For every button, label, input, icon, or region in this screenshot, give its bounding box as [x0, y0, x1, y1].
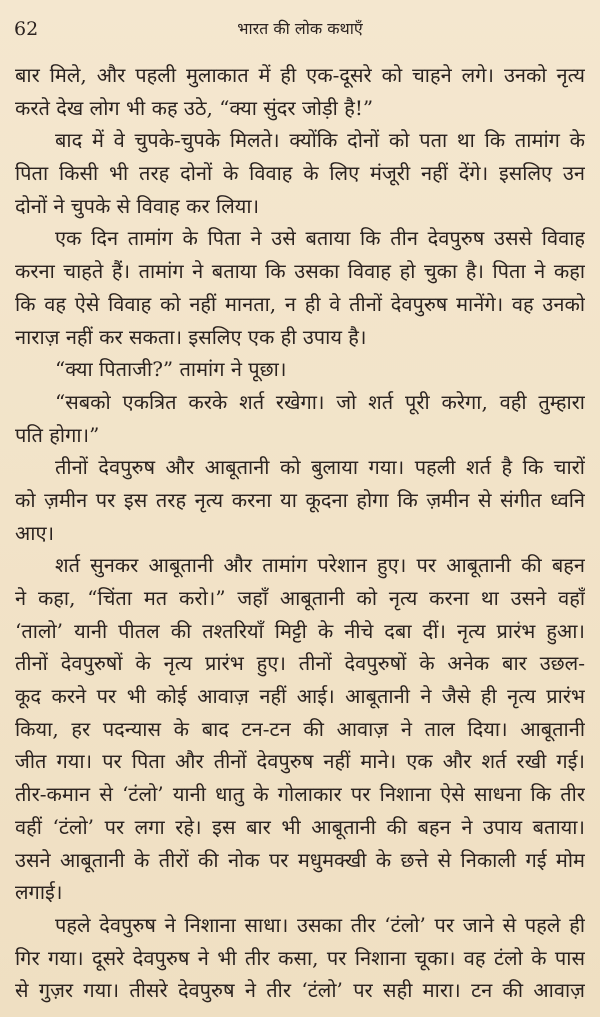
- text-line: बाद में वे चुपके-चुपके मिलते। क्योंकि दोनों को पता था कि तामांग के: [55, 128, 585, 153]
- text-line: ने कहा, “चिंता मत करो।” जहाँ आबूतानी को नृत्य करना था उसने वहाँ: [15, 586, 585, 610]
- text-line: लगाई।: [15, 880, 63, 905]
- text-line: उसने आबूतानी के तीरों की नोक पर मधुमक्खी के छत्ते से निकाली गई मोम: [15, 847, 585, 872]
- text-line: से गुज़र गया। तीसरे देवपुरुष ने तीर ‘टंलो’ पर सही मारा। टन की आवाज़: [15, 978, 585, 1003]
- paragraph: [15, 909, 585, 1007]
- text-line: कूद करने पर भी कोई आवाज़ नहीं आई। आबूतानी ने जैसे ही नृत्य प्रारंभ: [15, 684, 585, 709]
- text-line: पहले देवपुरुष ने निशाना साधा। उसका तीर ‘टंलो’ पर जाने से पहले ही: [55, 912, 585, 937]
- text-line: एक दिन तामांग के पिता ने उसे बताया कि तीन देवपुरुष उससे विवाह: [55, 226, 585, 251]
- text-line: दोनों ने चुपके से विवाह कर लिया।: [15, 193, 260, 218]
- text-line: नाराज़ नहीं कर सकता। इसलिए एक ही उपाय है।: [15, 324, 367, 349]
- text-line: करते देख लोग भी कह उठे, “क्या सुंदर जोड़ी है!”: [15, 95, 374, 120]
- page-number: 62: [14, 18, 39, 40]
- text-line: तीनों देवपुरुषों के नृत्य प्रारंभ हुए। तीनों देवपुरुषों के अनेक बार उछल-: [15, 651, 585, 676]
- paragraph: [15, 353, 585, 386]
- text-line: पति होगा।”: [15, 422, 100, 447]
- paragraph: [15, 222, 585, 353]
- text-line: तीर-कमान से ‘टंलो’ यानी धातु के गोलाकार पर निशाना ऐसे साधना कि तीर: [15, 782, 585, 807]
- paragraph: [15, 386, 585, 451]
- text-line: करना चाहते हैं। तामांग ने बताया कि उसका विवाह हो चुका है। पिता ने कहा: [15, 259, 585, 284]
- paragraph: [15, 451, 585, 549]
- text-line: किया, हर पदन्यास के बाद टन-टन की आवाज़ ने ताल दिया। आबूतानी: [15, 716, 585, 741]
- text-line: कि वह ऐसे विवाह को नहीं मानता, न ही वे तीनों देवपुरुष मानेंगे। वह उनको: [15, 291, 585, 316]
- text-line: गिर गया। दूसरे देवपुरुष ने भी तीर कसा, पर निशाना चूका। वह टंलो के पास: [15, 945, 585, 970]
- running-title: भारत की लोक कथाएँ: [237, 19, 363, 38]
- text-line: तीनों देवपुरुष और आबूतानी को बुलाया गया। पहली शर्त है कि चारों: [55, 455, 585, 480]
- text-line: आए।: [15, 520, 55, 545]
- text-line: को ज़मीन पर इस तरह नृत्य करना या कूदना होगा कि ज़मीन से संगीत ध्वनि: [15, 487, 585, 512]
- text-line: ‘तालो’ यानी पीतल की तश्तरियाँ मिट्टी के नीचे दबा दीं। नृत्य प्रारंभ हुआ।: [15, 618, 585, 643]
- paragraph: [15, 124, 585, 222]
- text-line: “सबको एकत्रित करके शर्त रखेगा। जो शर्त पूरी करेगा, वही तुम्हारा: [55, 389, 585, 414]
- paragraph: [15, 59, 585, 124]
- text-line: शर्त सुनकर आबूतानी और तामांग परेशान हुए। पर आबूतानी की बहन: [55, 553, 585, 578]
- paragraph: [15, 549, 585, 909]
- body-text: [15, 59, 585, 1007]
- text-line: “क्या पिताजी?” तामांग ने पूछा।: [55, 357, 287, 382]
- text-line: पिता किसी भी तरह दोनों के विवाह के लिए मंजूरी नहीं देंगे। इसलिए उन: [15, 161, 585, 186]
- text-line: बार मिले, और पहली मुलाकात में ही एक-दूसरे को चाहने लगे। उनको नृत्य: [15, 63, 585, 87]
- text-line: वहीं ‘टंलो’ पर लगा रहे। इस बार भी आबूतानी की बहन ने उपाय बताया।: [15, 814, 585, 839]
- text-line: जीत गया। पर पिता और तीनों देवपुरुष नहीं माने। एक और शर्त रखी गई।: [15, 749, 585, 774]
